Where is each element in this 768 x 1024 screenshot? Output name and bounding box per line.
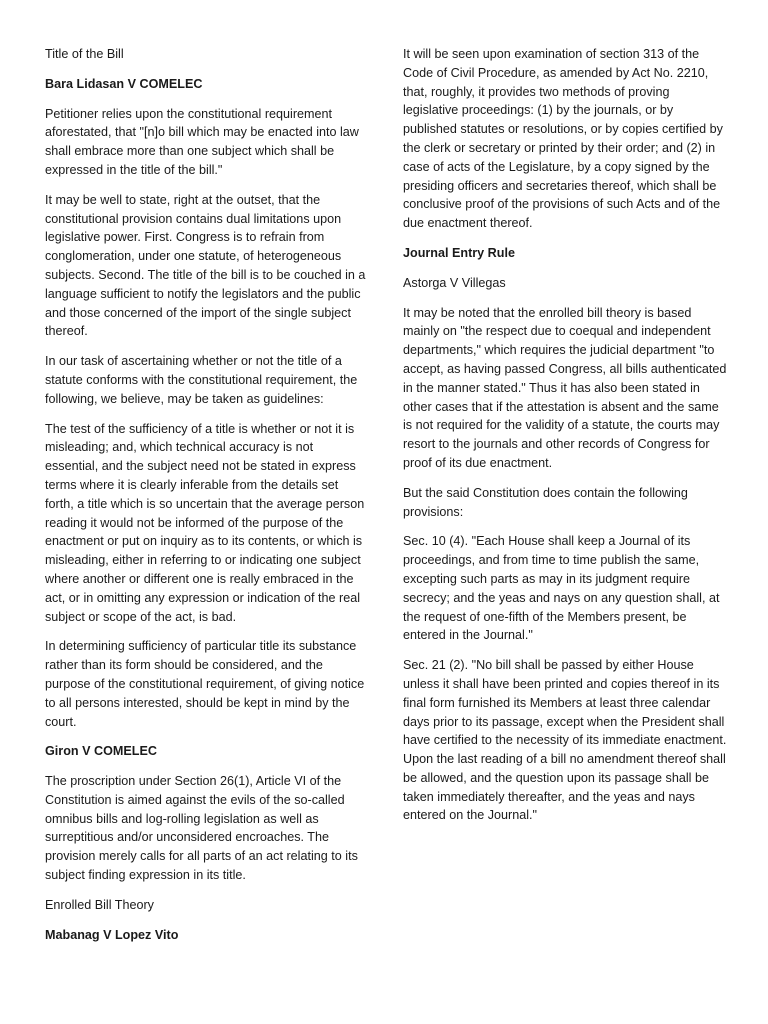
section-heading-journal-entry-rule: Journal Entry Rule <box>403 245 515 260</box>
left-column <box>45 45 367 955</box>
paragraph: In our task of ascertaining whether or not the title of a statute conforms with the constitutional requirement, the following, we believe, may be taken as guidelines: <box>45 354 358 406</box>
paragraph: Sec. 10 (4). "Each House shall keep a Journal of its proceedings, and from time to time publish the same, excepting such parts as may in its judgment require secrecy; and the yeas and nays on any question shall, at the request of one-fifth of the Members present, be entered in the Journal." <box>403 534 720 643</box>
paragraph: It may be noted that the enrolled bill theory is based mainly on "the respect due to coequal and independent departments," which requires the judicial department "to accept, as having passed Congress, all bills authenticated in the manner stated." Thus it has also been stated in other cases that if the attestation is absent and the same is not required for the validity of a statute, the courts may resort to the journals and other records of Congress for proof of its due enactment. <box>403 305 727 470</box>
right-column <box>403 45 728 836</box>
paragraph: But the said Constitution does contain the following provisions: <box>403 485 688 519</box>
case-heading-astorga: Astorga V Villegas <box>403 275 506 290</box>
case-heading-bara-lidasan: Bara Lidasan V COMELEC <box>45 76 203 91</box>
paragraph: It will be seen upon examination of section 313 of the Code of Civil Procedure, as amended by Act No. 2210, that, roughly, it provides two methods of proving legislative proceedings: (1) by the journals, or by published statutes or resolutions, or by copies certified by the clerk or secretary or printed by their order; and (2) in case of acts of the Legislature, by a copy signed by the presiding officers and secretaries thereof, which shall be conclusive proof of the provisions of such Acts and of the due enactment thereof. <box>403 47 723 231</box>
paragraph: The test of the sufficiency of a title is whether or not it is misleading; and, which technical accuracy is not essential, and the subject need not be stated in express terms where it is clearly inferable from the details set forth, a title which is so uncertain that the average person reading it would not be informed of the purpose of the enactment or put on inquiry as to its contents, or which is misleading, either in referring to or indicating one subject where another or different one is really embraced in the act, or in omitting any expression or indication of the real subject or scope of the act, is bad. <box>45 421 365 624</box>
paragraph: Sec. 21 (2). "No bill shall be passed by either House unless it shall have been printed and copies thereof in its final form furnished its Members at least three calendar days prior to its passage, except when the President shall have certified to the necessity of its immediate enactment. Upon the last reading of a bill no amendment thereof shall be allowed, and the question upon its passage shall be taken immediately thereafter, and the yeas and nays entered on the Journal." <box>403 658 727 823</box>
paragraph: It may be well to state, right at the outset, that the constitutional provision contains dual limitations upon legislative power. First. Congress is to refrain from conglomeration, under one statute, of heterogeneous subjects. Second. The title of the bill is to be couched in a language sufficient to notify the legislators and the public and those concerned of the import of the single subject thereof. <box>45 192 366 339</box>
section-heading-title-of-bill: Title of the Bill <box>45 47 124 61</box>
case-heading-giron: Giron V COMELEC <box>45 744 157 759</box>
paragraph: In determining sufficiency of particular title its substance rather than its form should be considered, and the purpose of the constitutional requirement, of giving notice to all persons interested, should be kept in mind by the court. <box>45 639 365 729</box>
section-heading-enrolled-bill-theory: Enrolled Bill Theory <box>45 897 154 912</box>
paragraph: The proscription under Section 26(1), Article VI of the Constitution is aimed against the evils of the so-called omnibus bills and log-rolling legislation as well as surreptitious and/or unconsidered encroaches. The provision merely calls for all parts of an act relating to its subject finding expression in its title. <box>45 774 358 883</box>
case-heading-mabanag: Mabanag V Lopez Vito <box>45 927 179 942</box>
paragraph: Petitioner relies upon the constitutional requirement aforestated, that "[n]o bill which may be enacted into law shall embrace more than one subject which shall be expressed in the title of the bill." <box>45 106 359 177</box>
